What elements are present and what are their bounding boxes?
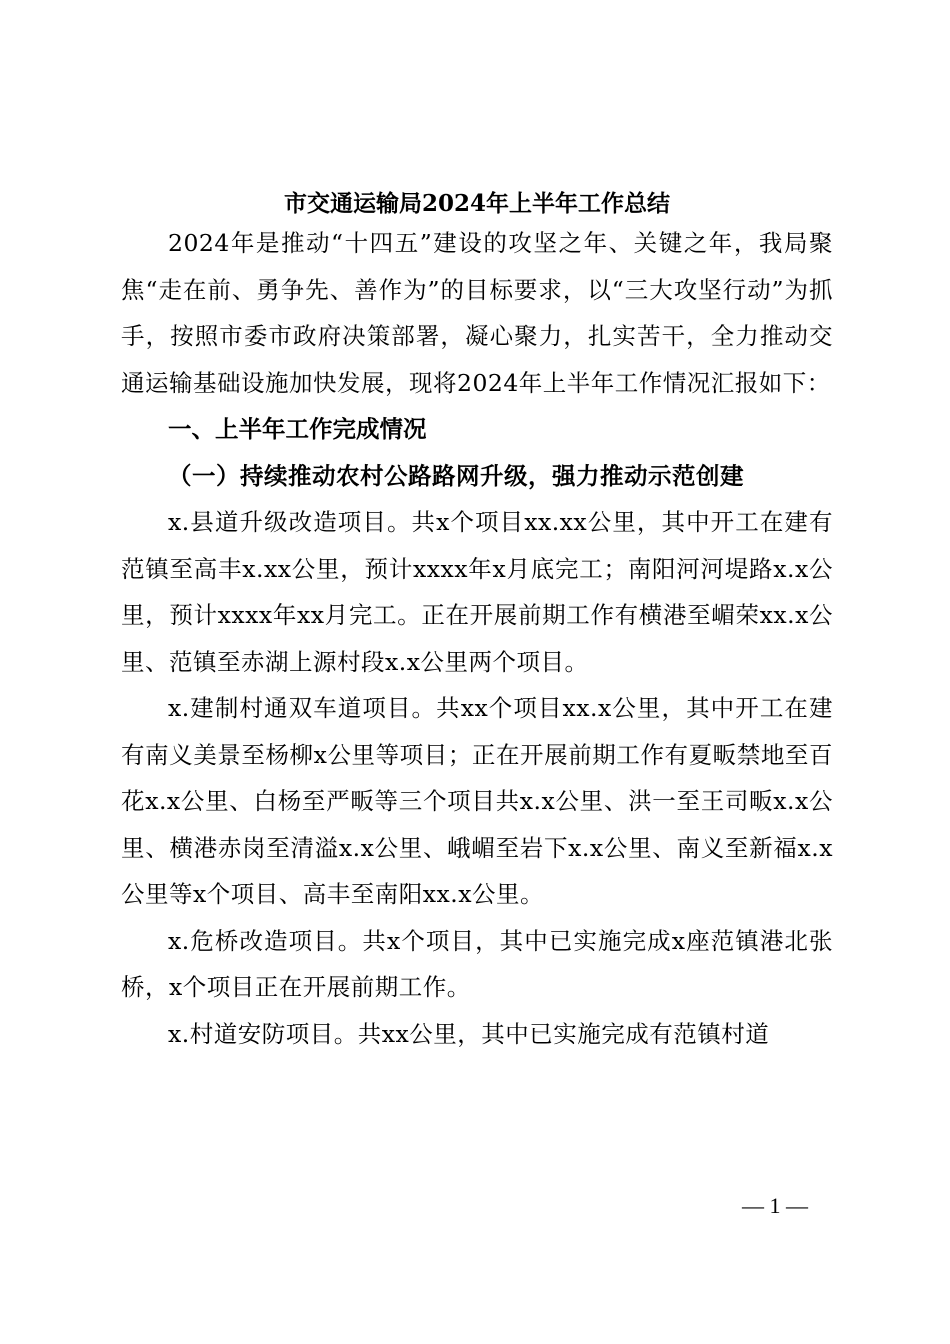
body-paragraph-bridge: x.危桥改造项目。共x个项目，其中已实施完成x座范镇港北张桥，x个项目正在开展前期工作。	[121, 926, 833, 1001]
document-body	[121, 188, 833, 1057]
section-heading: 一、上半年工作完成情况	[168, 415, 427, 443]
body-paragraph-county-road: x.县道升级改造项目。共x个项目xx.xx公里，其中开工在建有范镇至高丰x.xx公里，预计xxxx年x月底完工；南阳河河堤路x.x公里，预计xxxx年xx月完工。正在开展前期工作有横港至嵋荣xx.x公里、范镇至赤湖上源村段x.x公里两个项目。	[121, 508, 833, 676]
intro-paragraph: 2024年是推动“十四五”建设的攻坚之年、关键之年，我局聚焦“走在前、勇争先、善作为”的目标要求，以“三大攻坚行动”为抓手，按照市委市政府决策部署，凝心聚力，扎实苦干，全力推动交通运输基础设施加快发展，现将2024年上半年工作情况汇报如下：	[121, 229, 833, 397]
page-number: — 1 —	[742, 1193, 808, 1218]
subsection-heading: （一）持续推动农村公路路网升级，强力推动示范创建	[168, 461, 744, 490]
body-paragraph-village-road: x.建制村通双车道项目。共xx个项目xx.x公里，其中开工在建有南义美景至杨柳x公里等项目；正在开展前期工作有夏畈禁地至百花x.x公里、白杨至严畈等三个项目共x.x公里、洪一至王司畈x.x公里、横港赤岗至清溢x.x公里、峨嵋至岩下x.x公里、南义至新福x.x公里等x个项目、高丰至南阳xx.x公里。	[121, 694, 833, 908]
body-paragraph-safety: x.村道安防项目。共xx公里，其中已实施完成有范镇村道	[168, 1019, 770, 1048]
document-title: 市交通运输局2024年上半年工作总结	[283, 190, 670, 217]
